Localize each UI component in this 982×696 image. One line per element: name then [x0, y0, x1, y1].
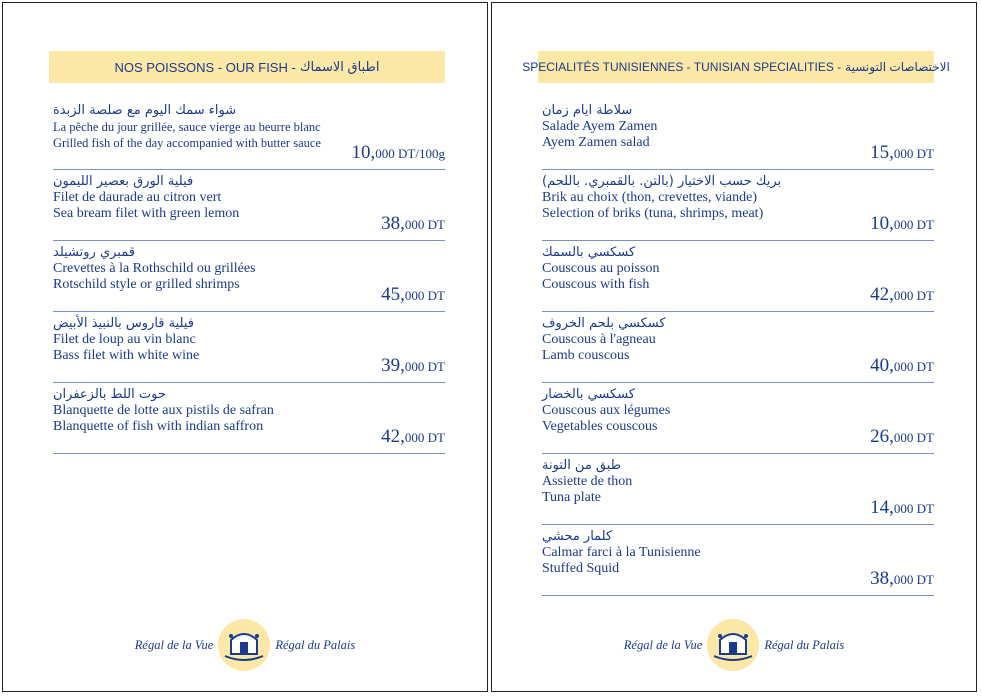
banner-title: NOS POISSONS - OUR FISH -: [114, 59, 296, 75]
item-name-arabic: كسكسي بالخضار: [542, 387, 635, 402]
banner-title-arabic: اطباق الاسماك: [299, 59, 380, 74]
item-name-arabic: كسكسي بالسمك: [542, 245, 636, 260]
footer-tagline-left: Régal de la Vue: [134, 637, 214, 652]
item-name-english: Vegetables couscous: [542, 419, 658, 434]
menu-item: [542, 383, 934, 454]
item-name-arabic: شواء سمك اليوم مع صلصة الزبدة: [53, 103, 237, 118]
item-name-french: Crevettes à la Rothschild ou grillées: [53, 261, 256, 276]
item-name-english: Sea bream filet with green lemon: [53, 206, 240, 221]
item-name-english: Lamb couscous: [542, 348, 630, 363]
menu-page-right: [491, 2, 977, 692]
menu-item: [542, 312, 934, 383]
item-name-arabic: قمبري روتشيلد: [53, 245, 135, 260]
house-logo-icon: [217, 618, 271, 672]
menu-item: [542, 170, 934, 241]
item-name-french: Couscous au poisson: [542, 261, 660, 276]
item-name-french: Filet de loup au vin blanc: [53, 332, 196, 347]
item-price: 45,000 DT: [381, 284, 445, 305]
item-name-french: Couscous à l'agneau: [542, 332, 656, 347]
item-price: 38,000 DT: [381, 213, 445, 234]
item-name-french: Blanquette de lotte aux pistils de safran: [53, 403, 274, 418]
menu-item: [53, 99, 445, 170]
item-price: 42,000 DT: [381, 426, 445, 447]
section-banner-tunisian: [522, 51, 950, 83]
item-name-arabic: طبق من التونة: [542, 458, 622, 473]
page-footer: [492, 615, 976, 675]
item-name-english: Couscous with fish: [542, 277, 650, 292]
fish-menu-list: [53, 99, 445, 454]
item-name-french: Calmar farci à la Tunisienne: [542, 545, 701, 560]
item-name-french: Assiette de thon: [542, 474, 633, 489]
page-footer: [3, 615, 487, 675]
item-name-arabic: كسكسي بلحم الخروف: [542, 316, 666, 331]
item-name-english: Tuna plate: [542, 490, 601, 505]
item-price: 42,000 DT: [870, 284, 934, 305]
menu-item: [542, 525, 934, 596]
item-name-english: Ayem Zamen salad: [542, 135, 650, 150]
footer-tagline-right: Régal du Palais: [764, 637, 845, 652]
item-name-arabic: فيلية قاروس بالنبيذ الأبيض: [53, 316, 194, 331]
item-price: 14,000 DT: [870, 497, 934, 518]
footer-tagline-right: Régal du Palais: [275, 637, 356, 652]
item-name-arabic: حوت اللط بالزعفران: [53, 387, 166, 402]
banner-title-arabic: الاختصاصات التونسية: [845, 60, 950, 74]
menu-item: [53, 312, 445, 383]
item-price: 38,000 DT: [870, 568, 934, 589]
menu-item: [542, 99, 934, 170]
item-name-french: Brik au choix (thon, crevettes, viande): [542, 190, 757, 205]
item-name-arabic: سلاطة ايام زمان: [542, 103, 633, 118]
item-name-arabic: بريك حسب الاختيار (بالتن. بالقمبري. باللحم): [542, 174, 782, 189]
item-price: 10,000 DT/100g: [351, 142, 445, 163]
section-banner-fish: [49, 51, 445, 83]
menu-item: [53, 241, 445, 312]
item-name-arabic: فيلية الورق بعصير الليمون: [53, 174, 194, 189]
item-name-english: Rotschild style or grilled shrimps: [53, 277, 240, 292]
house-logo-icon: [706, 618, 760, 672]
banner-title: SPECIALITÉS TUNISIENNES - TUNISIAN SPECIALITIES -: [522, 60, 842, 74]
menu-item: [53, 383, 445, 454]
tunisian-menu-list: [542, 99, 934, 596]
menu-item: [542, 241, 934, 312]
item-price: 10,000 DT: [870, 213, 934, 234]
item-name-english: Stuffed Squid: [542, 561, 620, 576]
item-name-english: Bass filet with white wine: [53, 348, 200, 363]
footer-tagline-left: Régal de la Vue: [623, 637, 703, 652]
item-price: 40,000 DT: [870, 355, 934, 376]
item-name-arabic: كلمار محشي: [542, 529, 613, 544]
item-name-french: La pêche du jour grillée, sauce vierge au beurre blanc: [53, 120, 321, 134]
item-name-french: Filet de daurade au citron vert: [53, 190, 222, 205]
item-price: 39,000 DT: [381, 355, 445, 376]
item-price: 26,000 DT: [870, 426, 934, 447]
menu-page-left: [2, 2, 488, 692]
item-price: 15,000 DT: [870, 142, 934, 163]
item-name-english: Selection of briks (tuna, shrimps, meat): [542, 206, 764, 221]
item-name-french: Couscous aux légumes: [542, 403, 671, 418]
menu-item: [542, 454, 934, 525]
item-name-english: Blanquette of fish with indian saffron: [53, 419, 264, 434]
item-name-english: Grilled fish of the day accompanied with butter sauce: [53, 136, 321, 150]
item-name-french: Salade Ayem Zamen: [542, 119, 658, 134]
menu-item: [53, 170, 445, 241]
